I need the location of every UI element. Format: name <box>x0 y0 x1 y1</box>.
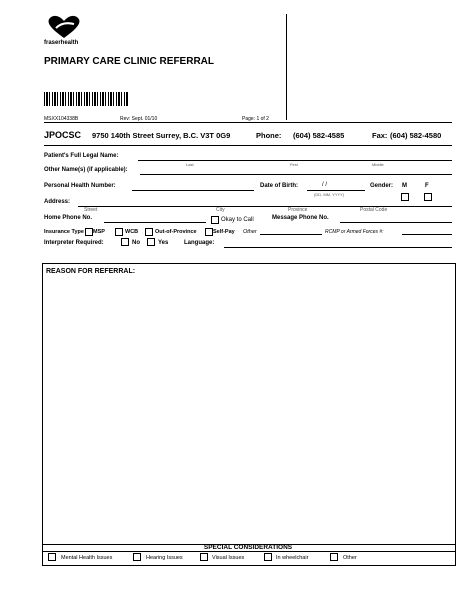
language-label: Language: <box>184 240 215 246</box>
first-label: First <box>290 162 298 167</box>
insurance-wcb-label: WCB <box>125 229 139 235</box>
home-phone-field[interactable] <box>104 222 206 223</box>
insurance-msp-checkbox[interactable] <box>85 228 93 236</box>
clinic-phone: (604) 582-4585 <box>293 131 345 140</box>
special-title-rule <box>42 551 455 552</box>
mental-health-label: Mental Health Issues <box>61 555 113 561</box>
clinic-fax: (604) 582-4580 <box>390 131 442 140</box>
dob-format: (DD, MM, YYYY) <box>314 192 345 197</box>
fraser-health-logo <box>44 14 84 50</box>
visual-label: Visual Issues <box>212 555 245 561</box>
phn-label: Personal Health Number: <box>44 183 116 189</box>
rcmp-label: RCMP or Armed Forces #: <box>325 229 384 235</box>
message-phone-field[interactable] <box>340 222 452 223</box>
gender-label: Gender: <box>370 183 394 189</box>
clinic-rule <box>44 145 452 146</box>
insurance-other-label: Other <box>243 229 257 235</box>
gender-m-label: M <box>402 183 407 189</box>
wheelchair-label: In wheelchair <box>276 555 309 561</box>
logo-text: fraserhealth <box>44 40 79 46</box>
address-field[interactable] <box>78 206 452 207</box>
clinic-name: JPOCSC <box>44 130 82 140</box>
phn-field[interactable] <box>132 190 254 191</box>
special-title: SPECIAL CONSIDERATIONS <box>203 544 293 551</box>
insurance-selfpay-checkbox[interactable] <box>205 228 213 236</box>
gender-f-label: F <box>425 183 429 189</box>
city-label: City <box>216 207 225 213</box>
full-name-label: Patient's Full Legal Name: <box>44 153 119 159</box>
insurance-oop-checkbox[interactable] <box>145 228 153 236</box>
phone-label: Phone: <box>256 131 282 140</box>
dob-field[interactable] <box>307 190 365 191</box>
other-label: Other <box>343 555 357 561</box>
visual-checkbox[interactable] <box>200 553 208 561</box>
reason-label: REASON FOR REFERRAL: <box>46 268 136 275</box>
okay-to-call-checkbox[interactable] <box>211 216 219 224</box>
gender-f-checkbox[interactable] <box>424 193 432 201</box>
hearing-checkbox[interactable] <box>133 553 141 561</box>
insurance-wcb-checkbox[interactable] <box>115 228 123 236</box>
full-name-field[interactable] <box>138 160 452 161</box>
street-label: Street <box>84 207 98 213</box>
interpreter-no-checkbox[interactable] <box>121 238 129 246</box>
gender-m-checkbox[interactable] <box>401 193 409 201</box>
hearing-label: Hearing Issues <box>146 555 183 561</box>
language-field[interactable] <box>224 247 452 248</box>
insurance-oop-label: Out-of-Province <box>155 229 197 235</box>
insurance-selfpay-label: Self-Pay <box>213 229 235 235</box>
barcode <box>44 92 128 106</box>
insurance-label: Insurance Type <box>44 229 84 235</box>
interpreter-label: Interpreter Required: <box>44 240 104 246</box>
interpreter-no-label: No <box>132 240 140 246</box>
insurance-msp-label: MSP <box>93 229 105 235</box>
other-checkbox[interactable] <box>330 553 338 561</box>
rcmp-field[interactable] <box>402 234 452 235</box>
revision-date: Rev: Sept. 01/10 <box>120 116 158 122</box>
message-phone-label: Message Phone No. <box>272 215 329 221</box>
other-names-label: Other Name(s) (if applicable): <box>44 167 128 173</box>
clinic-address: 9750 140th Street Surrey, B.C. V3T 0G9 <box>92 131 231 140</box>
mental-health-checkbox[interactable] <box>48 553 56 561</box>
interpreter-yes-checkbox[interactable] <box>147 238 155 246</box>
form-code: MSXX104338B <box>44 116 79 122</box>
home-phone-label: Home Phone No. <box>44 215 93 221</box>
header-divider <box>286 14 287 120</box>
page-number: Page: 1 of 2 <box>242 116 269 122</box>
insurance-other-field[interactable] <box>260 234 322 235</box>
reason-box[interactable] <box>42 263 456 545</box>
heart-logo-icon <box>44 14 84 40</box>
province-label: Province <box>288 207 308 213</box>
other-names-field[interactable] <box>140 174 452 175</box>
form-title: PRIMARY CARE CLINIC REFERRAL <box>44 56 215 67</box>
address-label: Address: <box>44 199 71 205</box>
last-label: Last <box>186 162 194 167</box>
dob-label: Date of Birth: <box>260 183 298 189</box>
interpreter-yes-label: Yes <box>158 240 169 246</box>
fax-label: Fax: <box>372 131 388 140</box>
postal-label: Postal Code <box>360 207 388 213</box>
wheelchair-checkbox[interactable] <box>264 553 272 561</box>
header-rule <box>44 122 452 123</box>
middle-label: Middle <box>372 162 384 167</box>
okay-to-call-label: Okay to Call <box>221 217 254 223</box>
dob-separator: / / <box>322 182 328 188</box>
